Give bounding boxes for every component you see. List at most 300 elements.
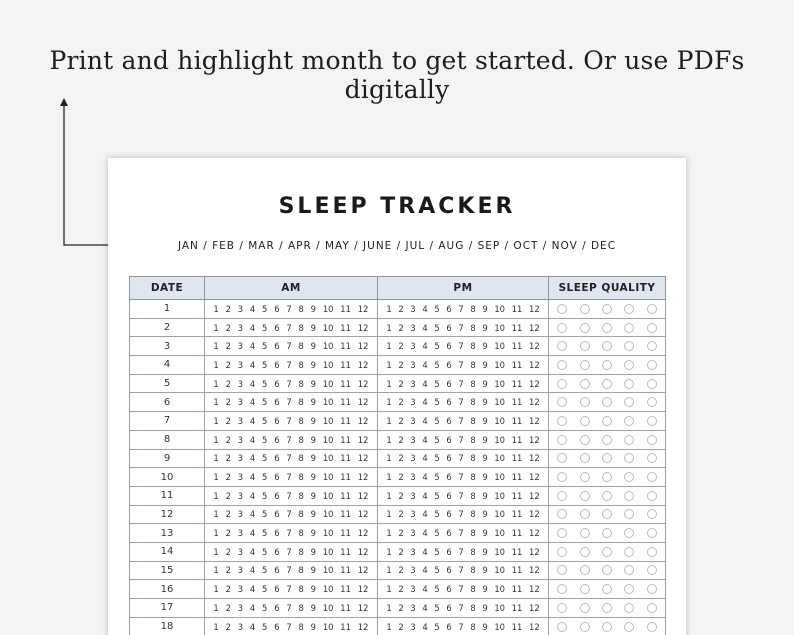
am-hour[interactable]: 8 [298,565,304,576]
quality-circle-icon[interactable] [624,379,634,389]
pm-hour[interactable]: 4 [422,341,428,352]
pm-hour[interactable]: 12 [528,621,540,632]
quality-circle-icon[interactable] [624,509,634,519]
am-hour[interactable]: 6 [274,528,280,539]
pm-hour[interactable]: 10 [494,322,505,333]
quality-circle-icon[interactable] [647,416,657,426]
quality-circle-icon[interactable] [580,603,590,613]
quality-circle-icon[interactable] [602,622,612,632]
quality-circle-icon[interactable] [624,584,634,594]
am-hour[interactable]: 11 [340,397,351,408]
pm-hour[interactable]: 3 [410,359,416,370]
am-hour[interactable]: 4 [249,602,256,613]
pm-hour[interactable]: 6 [446,434,452,445]
am-hour[interactable]: 1 [213,359,219,370]
am-hour[interactable]: 8 [298,359,304,370]
quality-circle-icon[interactable] [602,565,612,575]
am-hour[interactable]: 12 [357,415,369,426]
am-hour[interactable]: 2 [225,397,231,408]
pm-hour[interactable]: 1 [386,584,392,595]
quality-circle-icon[interactable] [624,622,634,632]
quality-circle-icon[interactable] [602,323,612,333]
am-hour[interactable]: 6 [274,322,280,333]
am-hour[interactable]: 12 [357,359,369,370]
pm-hour[interactable]: 5 [434,434,440,445]
pm-hour[interactable]: 6 [446,378,452,389]
am-hour[interactable]: 3 [237,322,244,333]
am-hour[interactable]: 10 [322,434,334,445]
quality-circle-icon[interactable] [647,622,657,632]
pm-hour[interactable]: 4 [422,490,428,501]
quality-circle-icon[interactable] [580,360,590,370]
am-hours-cell[interactable] [205,430,378,449]
am-hour[interactable]: 5 [262,490,268,501]
quality-circle-icon[interactable] [557,622,567,632]
am-hours-cell[interactable] [205,374,378,393]
pm-hour[interactable]: 12 [528,322,540,333]
pm-hour[interactable]: 1 [386,322,392,333]
am-hours-cell[interactable] [205,505,378,524]
am-hour[interactable]: 2 [225,528,231,539]
am-hour[interactable]: 5 [262,602,268,613]
am-hour[interactable]: 10 [322,453,334,464]
am-hour[interactable]: 2 [225,472,231,483]
pm-hour[interactable]: 12 [528,434,540,445]
pm-hour[interactable]: 1 [386,602,392,613]
pm-hour[interactable]: 9 [482,453,488,464]
am-hour[interactable]: 9 [310,509,316,520]
quality-circle-icon[interactable] [602,491,612,501]
pm-hours-cell[interactable] [378,449,549,468]
pm-hour[interactable]: 7 [458,359,464,370]
am-hour[interactable]: 7 [286,565,292,576]
pm-hour[interactable]: 8 [470,415,476,426]
am-hour[interactable]: 8 [298,490,304,501]
quality-circle-icon[interactable] [647,584,657,594]
pm-hour[interactable]: 11 [511,322,523,333]
am-hour[interactable]: 8 [298,322,304,333]
pm-hour[interactable]: 11 [511,303,523,314]
am-hour[interactable]: 3 [237,546,244,557]
pm-hour[interactable]: 9 [482,565,488,576]
am-hour[interactable]: 3 [237,415,244,426]
am-hour[interactable]: 10 [322,303,334,314]
pm-hour[interactable]: 8 [470,472,476,483]
pm-hour[interactable]: 4 [422,434,428,445]
pm-hour[interactable]: 3 [410,303,416,314]
pm-hour[interactable]: 5 [434,303,440,314]
am-hour[interactable]: 12 [357,565,369,576]
quality-circle-icon[interactable] [647,453,657,463]
pm-hour[interactable]: 11 [511,546,523,557]
pm-hours-cell[interactable] [378,374,549,393]
quality-circle-icon[interactable] [580,491,590,501]
am-hours-cell[interactable] [205,599,378,618]
am-hour[interactable]: 1 [213,415,219,426]
pm-hour[interactable]: 10 [494,528,505,539]
am-hours-cell[interactable] [205,561,378,580]
am-hour[interactable]: 9 [310,584,316,595]
pm-hour[interactable]: 8 [470,528,476,539]
pm-hour[interactable]: 5 [434,509,440,520]
am-hour[interactable]: 9 [310,322,316,333]
pm-hour[interactable]: 10 [494,509,505,520]
quality-circle-icon[interactable] [580,341,590,351]
am-hour[interactable]: 4 [249,621,256,632]
pm-hours-cell[interactable] [378,412,549,431]
quality-circle-icon[interactable] [580,528,590,538]
pm-hour[interactable]: 12 [528,602,540,613]
quality-circle-icon[interactable] [602,379,612,389]
am-hour[interactable]: 4 [249,415,256,426]
am-hour[interactable]: 7 [286,509,292,520]
am-hour[interactable]: 2 [225,621,231,632]
pm-hour[interactable]: 2 [398,322,404,333]
am-hour[interactable]: 9 [310,397,316,408]
quality-circle-icon[interactable] [557,584,567,594]
am-hour[interactable]: 3 [237,303,244,314]
pm-hour[interactable]: 6 [446,602,452,613]
pm-hour[interactable]: 11 [511,584,523,595]
am-hour[interactable]: 1 [213,472,219,483]
pm-hour[interactable]: 2 [398,565,404,576]
am-hour[interactable]: 9 [310,490,316,501]
pm-hour[interactable]: 8 [470,584,476,595]
am-hour[interactable]: 2 [225,602,231,613]
pm-hour[interactable]: 8 [470,378,476,389]
pm-hour[interactable]: 10 [494,602,505,613]
quality-circle-icon[interactable] [624,435,634,445]
am-hour[interactable]: 9 [310,415,316,426]
am-hour[interactable]: 6 [274,415,280,426]
am-hour[interactable]: 6 [274,434,280,445]
pm-hour[interactable]: 10 [494,546,505,557]
quality-circle-icon[interactable] [624,603,634,613]
pm-hour[interactable]: 11 [511,359,523,370]
pm-hour[interactable]: 6 [446,621,452,632]
am-hour[interactable]: 4 [249,472,256,483]
am-hour[interactable]: 11 [340,341,351,352]
am-hour[interactable]: 4 [249,341,256,352]
am-hour[interactable]: 8 [298,472,304,483]
pm-hour[interactable]: 1 [386,415,392,426]
pm-hour[interactable]: 9 [482,584,488,595]
pm-hour[interactable]: 2 [398,415,404,426]
pm-hour[interactable]: 1 [386,453,392,464]
quality-circle-icon[interactable] [557,341,567,351]
pm-hour[interactable]: 10 [494,453,505,464]
am-hour[interactable]: 10 [322,472,334,483]
am-hour[interactable]: 11 [340,621,351,632]
quality-circle-icon[interactable] [557,397,567,407]
pm-hour[interactable]: 3 [410,584,416,595]
am-hour[interactable]: 7 [286,472,292,483]
quality-circle-icon[interactable] [602,341,612,351]
pm-hour[interactable]: 1 [386,341,392,352]
am-hours-cell[interactable] [205,617,378,635]
pm-hour[interactable]: 11 [511,415,523,426]
am-hours-cell[interactable] [205,468,378,487]
am-hour[interactable]: 9 [310,546,316,557]
pm-hour[interactable]: 10 [494,434,505,445]
am-hour[interactable]: 2 [225,359,231,370]
pm-hour[interactable]: 4 [422,546,428,557]
am-hour[interactable]: 10 [322,341,334,352]
am-hour[interactable]: 1 [213,546,219,557]
quality-circle-icon[interactable] [580,509,590,519]
pm-hour[interactable]: 8 [470,322,476,333]
pm-hour[interactable]: 11 [511,621,523,632]
pm-hour[interactable]: 7 [458,303,464,314]
pm-hour[interactable]: 6 [446,584,452,595]
pm-hour[interactable]: 9 [482,359,488,370]
quality-circle-icon[interactable] [580,565,590,575]
pm-hour[interactable]: 8 [470,397,476,408]
am-hours-cell[interactable] [205,412,378,431]
quality-circle-icon[interactable] [557,453,567,463]
am-hour[interactable]: 5 [262,378,268,389]
pm-hour[interactable]: 12 [528,546,540,557]
am-hour[interactable]: 4 [249,303,256,314]
pm-hour[interactable]: 8 [470,453,476,464]
am-hour[interactable]: 8 [298,303,304,314]
pm-hour[interactable]: 6 [446,546,452,557]
am-hour[interactable]: 1 [213,490,219,501]
am-hour[interactable]: 2 [225,322,231,333]
am-hour[interactable]: 10 [322,490,334,501]
pm-hours-cell[interactable] [378,599,549,618]
am-hour[interactable]: 8 [298,397,304,408]
quality-circle-icon[interactable] [580,472,590,482]
am-hour[interactable]: 6 [274,621,280,632]
pm-hour[interactable]: 7 [458,322,464,333]
pm-hour[interactable]: 4 [422,453,428,464]
am-hour[interactable]: 7 [286,621,292,632]
pm-hour[interactable]: 3 [410,546,416,557]
quality-circle-icon[interactable] [602,304,612,314]
am-hours-cell[interactable] [205,542,378,561]
pm-hour[interactable]: 8 [470,490,476,501]
pm-hours-cell[interactable] [378,561,549,580]
am-hour[interactable]: 10 [322,602,334,613]
quality-circle-icon[interactable] [624,528,634,538]
am-hour[interactable]: 7 [286,490,292,501]
am-hour[interactable]: 6 [274,397,280,408]
pm-hour[interactable]: 3 [410,397,416,408]
am-hour[interactable]: 4 [249,490,256,501]
pm-hours-cell[interactable] [378,300,549,319]
pm-hour[interactable]: 12 [528,453,540,464]
pm-hour[interactable]: 10 [494,490,505,501]
quality-circle-icon[interactable] [647,565,657,575]
am-hour[interactable]: 11 [340,472,351,483]
am-hours-cell[interactable] [205,337,378,356]
am-hour[interactable]: 5 [262,397,268,408]
pm-hour[interactable]: 9 [482,546,488,557]
pm-hour[interactable]: 11 [511,528,523,539]
quality-circle-icon[interactable] [624,397,634,407]
am-hour[interactable]: 11 [340,490,351,501]
pm-hour[interactable]: 9 [482,490,488,501]
pm-hour[interactable]: 7 [458,528,464,539]
quality-circle-icon[interactable] [557,379,567,389]
am-hour[interactable]: 10 [322,322,334,333]
am-hour[interactable]: 3 [237,434,244,445]
pm-hour[interactable]: 12 [528,378,540,389]
quality-circle-icon[interactable] [557,547,567,557]
quality-circle-icon[interactable] [647,435,657,445]
am-hour[interactable]: 8 [298,341,304,352]
pm-hour[interactable]: 2 [398,434,404,445]
pm-hour[interactable]: 5 [434,565,440,576]
am-hour[interactable]: 10 [322,546,334,557]
quality-circle-icon[interactable] [557,435,567,445]
quality-circle-icon[interactable] [580,622,590,632]
am-hour[interactable]: 11 [340,415,351,426]
quality-circle-icon[interactable] [647,304,657,314]
pm-hour[interactable]: 6 [446,341,452,352]
am-hours-cell[interactable] [205,524,378,543]
quality-circle-icon[interactable] [624,416,634,426]
pm-hour[interactable]: 7 [458,584,464,595]
am-hour[interactable]: 9 [310,453,316,464]
quality-circle-icon[interactable] [580,435,590,445]
quality-circle-icon[interactable] [557,304,567,314]
pm-hours-cell[interactable] [378,393,549,412]
am-hour[interactable]: 4 [249,565,256,576]
quality-circle-icon[interactable] [602,547,612,557]
am-hour[interactable]: 10 [322,378,334,389]
am-hour[interactable]: 7 [286,546,292,557]
quality-circle-icon[interactable] [647,397,657,407]
am-hour[interactable]: 8 [298,509,304,520]
am-hour[interactable]: 12 [357,397,369,408]
am-hour[interactable]: 12 [357,509,369,520]
am-hour[interactable]: 12 [357,341,369,352]
am-hour[interactable]: 5 [262,546,268,557]
am-hour[interactable]: 11 [340,378,351,389]
pm-hour[interactable]: 6 [446,397,452,408]
pm-hour[interactable]: 10 [494,397,505,408]
quality-circle-icon[interactable] [647,603,657,613]
am-hour[interactable]: 3 [237,602,244,613]
am-hour[interactable]: 5 [262,322,268,333]
pm-hour[interactable]: 4 [422,509,428,520]
am-hour[interactable]: 6 [274,453,280,464]
pm-hour[interactable]: 11 [511,509,523,520]
am-hour[interactable]: 11 [340,546,351,557]
quality-circle-icon[interactable] [557,472,567,482]
pm-hours-cell[interactable] [378,430,549,449]
am-hour[interactable]: 8 [298,546,304,557]
am-hour[interactable]: 6 [274,341,280,352]
am-hour[interactable]: 1 [213,434,219,445]
pm-hours-cell[interactable] [378,486,549,505]
pm-hour[interactable]: 7 [458,453,464,464]
am-hour[interactable]: 1 [213,397,219,408]
pm-hour[interactable]: 3 [410,415,416,426]
pm-hour[interactable]: 2 [398,584,404,595]
am-hour[interactable]: 2 [225,490,231,501]
quality-circle-icon[interactable] [624,323,634,333]
am-hours-cell[interactable] [205,356,378,375]
pm-hour[interactable]: 7 [458,397,464,408]
pm-hour[interactable]: 7 [458,341,464,352]
pm-hour[interactable]: 10 [494,584,505,595]
am-hour[interactable]: 8 [298,453,304,464]
pm-hour[interactable]: 4 [422,565,428,576]
pm-hour[interactable]: 2 [398,303,404,314]
quality-circle-icon[interactable] [557,323,567,333]
am-hour[interactable]: 4 [249,359,256,370]
am-hour[interactable]: 2 [225,546,231,557]
quality-circle-icon[interactable] [602,472,612,482]
pm-hours-cell[interactable] [378,542,549,561]
am-hour[interactable]: 6 [274,509,280,520]
pm-hours-cell[interactable] [378,356,549,375]
quality-circle-icon[interactable] [580,379,590,389]
am-hours-cell[interactable] [205,580,378,599]
quality-circle-icon[interactable] [624,360,634,370]
am-hour[interactable]: 7 [286,415,292,426]
am-hour[interactable]: 1 [213,584,219,595]
am-hour[interactable]: 9 [310,359,316,370]
quality-circle-icon[interactable] [557,509,567,519]
am-hour[interactable]: 6 [274,565,280,576]
pm-hour[interactable]: 12 [528,397,540,408]
pm-hour[interactable]: 6 [446,453,452,464]
am-hour[interactable]: 10 [322,584,334,595]
am-hour[interactable]: 5 [262,621,268,632]
pm-hour[interactable]: 11 [511,565,523,576]
quality-circle-icon[interactable] [602,528,612,538]
pm-hour[interactable]: 12 [528,359,540,370]
am-hour[interactable]: 5 [262,415,268,426]
am-hour[interactable]: 3 [237,359,244,370]
quality-circle-icon[interactable] [647,491,657,501]
am-hours-cell[interactable] [205,393,378,412]
am-hour[interactable]: 5 [262,528,268,539]
am-hour[interactable]: 4 [249,322,256,333]
pm-hours-cell[interactable] [378,337,549,356]
am-hour[interactable]: 1 [213,378,219,389]
am-hour[interactable]: 4 [249,434,256,445]
am-hour[interactable]: 4 [249,528,256,539]
pm-hour[interactable]: 8 [470,341,476,352]
am-hour[interactable]: 11 [340,303,351,314]
pm-hour[interactable]: 2 [398,378,404,389]
pm-hour[interactable]: 9 [482,397,488,408]
am-hour[interactable]: 1 [213,621,219,632]
pm-hour[interactable]: 5 [434,397,440,408]
pm-hour[interactable]: 7 [458,565,464,576]
quality-circle-icon[interactable] [647,509,657,519]
am-hour[interactable]: 3 [237,341,244,352]
am-hour[interactable]: 3 [237,584,244,595]
am-hour[interactable]: 11 [340,565,351,576]
pm-hour[interactable]: 2 [398,341,404,352]
am-hour[interactable]: 9 [310,303,316,314]
quality-circle-icon[interactable] [580,304,590,314]
pm-hour[interactable]: 7 [458,546,464,557]
pm-hour[interactable]: 4 [422,584,428,595]
pm-hour[interactable]: 7 [458,415,464,426]
pm-hour[interactable]: 1 [386,303,392,314]
pm-hour[interactable]: 4 [422,322,428,333]
pm-hour[interactable]: 8 [470,359,476,370]
am-hour[interactable]: 9 [310,565,316,576]
am-hour[interactable]: 3 [237,528,244,539]
